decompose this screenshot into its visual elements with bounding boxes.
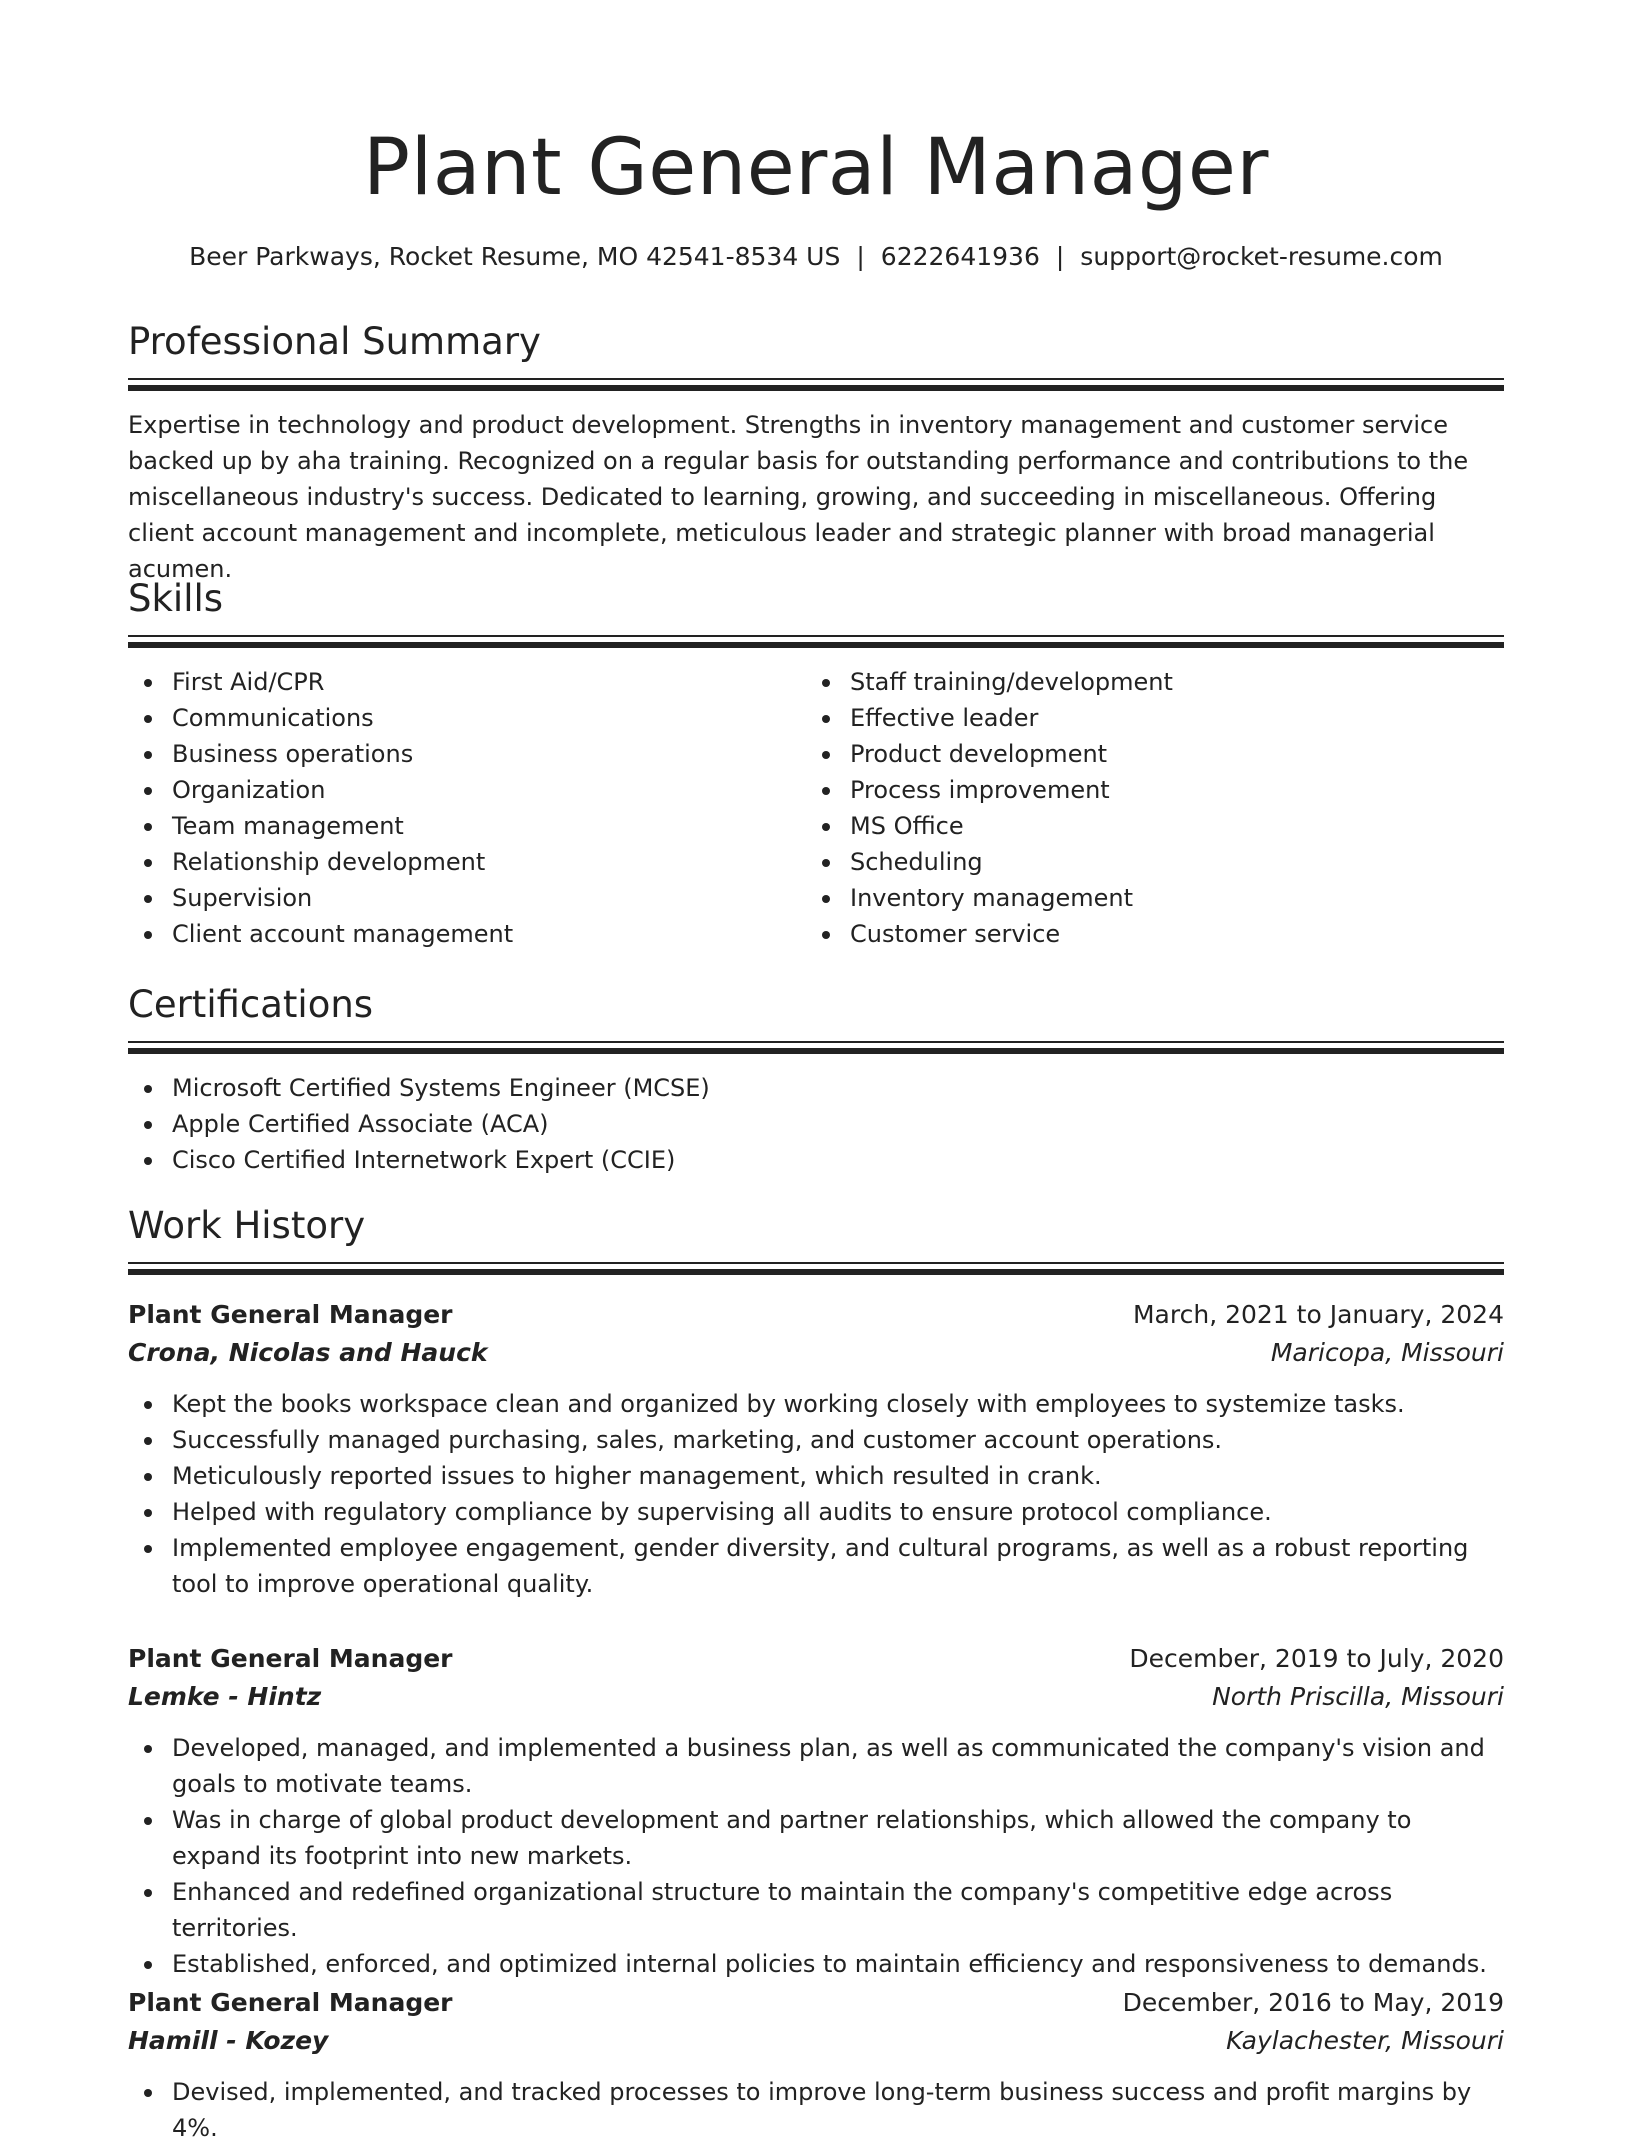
job-title: Plant General Manager: [128, 1644, 453, 1673]
job-company-row: [128, 1678, 1504, 1716]
skill-item: MS Office: [806, 808, 1484, 844]
section-divider-thick: [128, 385, 1504, 391]
job-title: Plant General Manager: [128, 1300, 453, 1329]
section-divider: [128, 1262, 1504, 1264]
job-entry: [128, 1296, 1504, 1602]
skills-columns: [128, 664, 1504, 952]
contact-separator: |: [856, 242, 865, 271]
job-bullet: Enhanced and redefined organizational structure to maintain the company's competitive edge across territories.: [128, 1874, 1504, 1946]
skills-section: [128, 573, 1504, 952]
certifications-section: [128, 979, 1504, 1178]
contact-address: Beer Parkways, Rocket Resume, MO 42541-8534 US: [189, 242, 841, 271]
job-bullet: Successfully managed purchasing, sales, marketing, and customer account operations.: [128, 1422, 1504, 1458]
summary-section: [128, 316, 1504, 587]
skill-item: Relationship development: [128, 844, 806, 880]
job-entry: [128, 1984, 1504, 2146]
certification-item: Apple Certified Associate (ACA): [128, 1106, 1504, 1142]
contact-email: support@rocket-resume.com: [1080, 242, 1443, 271]
summary-heading: Professional Summary: [128, 320, 541, 363]
job-bullets: [128, 2074, 1504, 2146]
skill-item: First Aid/CPR: [128, 664, 806, 700]
job-company-row: [128, 2022, 1504, 2060]
job-company-row: [128, 1334, 1504, 1372]
job-company: Lemke - Hintz: [128, 1682, 322, 1711]
job-bullet: Implemented employee engagement, gender diversity, and cultural programs, as well as a robust reporting tool to improve operational quality.: [128, 1530, 1504, 1602]
job-bullet: Meticulously reported issues to higher management, which resulted in crank.: [128, 1458, 1504, 1494]
skill-item: Product development: [806, 736, 1484, 772]
skill-item: Supervision: [128, 880, 806, 916]
certifications-heading: Certifications: [128, 983, 374, 1026]
work-history-section: [128, 1200, 1504, 1275]
work-history-heading: Work History: [128, 1204, 366, 1247]
skill-item: Process improvement: [806, 772, 1484, 808]
job-bullet: Kept the books workspace clean and organized by working closely with employees to systemize tasks.: [128, 1386, 1504, 1422]
job-header-row: [128, 1296, 1504, 1334]
section-divider: [128, 378, 1504, 380]
skill-item: Scheduling: [806, 844, 1484, 880]
job-bullet: Was in charge of global product development and partner relationships, which allowed the company to expand its footprint into new markets.: [128, 1802, 1504, 1874]
section-divider-thick: [128, 642, 1504, 648]
job-bullet: Helped with regulatory compliance by supervising all audits to ensure protocol compliance.: [128, 1494, 1504, 1530]
job-location: Maricopa, Missouri: [1270, 1338, 1504, 1367]
job-location: North Priscilla, Missouri: [1212, 1682, 1504, 1711]
job-entry: [128, 1640, 1504, 1982]
section-divider: [128, 635, 1504, 637]
skill-item: Team management: [128, 808, 806, 844]
resume-name: Plant General Manager: [363, 123, 1269, 213]
job-dates: March, 2021 to January, 2024: [1132, 1300, 1504, 1329]
job-header-row: [128, 1984, 1504, 2022]
job-bullet: Devised, implemented, and tracked processes to improve long-term business success and profit margins by 4%.: [128, 2074, 1504, 2146]
contact-separator: |: [1055, 242, 1065, 271]
certification-item: Cisco Certified Internetwork Expert (CCIE): [128, 1142, 1504, 1178]
section-divider-thick: [128, 1269, 1504, 1275]
skill-item: Business operations: [128, 736, 806, 772]
job-dates: December, 2016 to May, 2019: [1122, 1988, 1504, 2017]
job-dates: December, 2019 to July, 2020: [1129, 1644, 1504, 1673]
job-company: Hamill - Kozey: [128, 2026, 329, 2055]
skill-item: Customer service: [806, 916, 1484, 952]
skill-item: Organization: [128, 772, 806, 808]
job-location: Kaylachester, Missouri: [1226, 2026, 1504, 2055]
job-title: Plant General Manager: [128, 1988, 453, 2017]
job-bullets: [128, 1386, 1504, 1602]
skills-heading: Skills: [128, 577, 224, 620]
summary-text: Expertise in technology and product development. Strengths in inventory management and customer service backed up by aha training. Recognized on a regular basis for outstanding performance and contributions to the miscellaneous industry's success. Dedicated to learning, growing, and succeeding in miscellaneous. Offering client account management and incomplete, meticulous leader and strategic planner with broad managerial acumen.: [128, 411, 1469, 583]
job-bullet: Developed, managed, and implemented a business plan, as well as communicated the company's vision and goals to motivate teams.: [128, 1730, 1504, 1802]
skill-item: Staff training/development: [806, 664, 1484, 700]
certification-item: Microsoft Certified Systems Engineer (MCSE): [128, 1070, 1504, 1106]
contact-line: [128, 237, 1504, 277]
skill-item: Communications: [128, 700, 806, 736]
section-divider: [128, 1041, 1504, 1043]
skill-item: Client account management: [128, 916, 806, 952]
skill-item: Inventory management: [806, 880, 1484, 916]
skills-list-right: [806, 664, 1484, 952]
section-divider-thick: [128, 1048, 1504, 1054]
job-bullet: Established, enforced, and optimized internal policies to maintain efficiency and responsiveness to demands.: [128, 1946, 1504, 1982]
job-bullets: [128, 1730, 1504, 1982]
job-company: Crona, Nicolas and Hauck: [128, 1338, 488, 1367]
skill-item: Effective leader: [806, 700, 1484, 736]
job-header-row: [128, 1640, 1504, 1678]
skills-list-left: [128, 664, 806, 952]
certifications-list: [128, 1070, 1504, 1178]
contact-phone: 6222641936: [880, 242, 1040, 271]
